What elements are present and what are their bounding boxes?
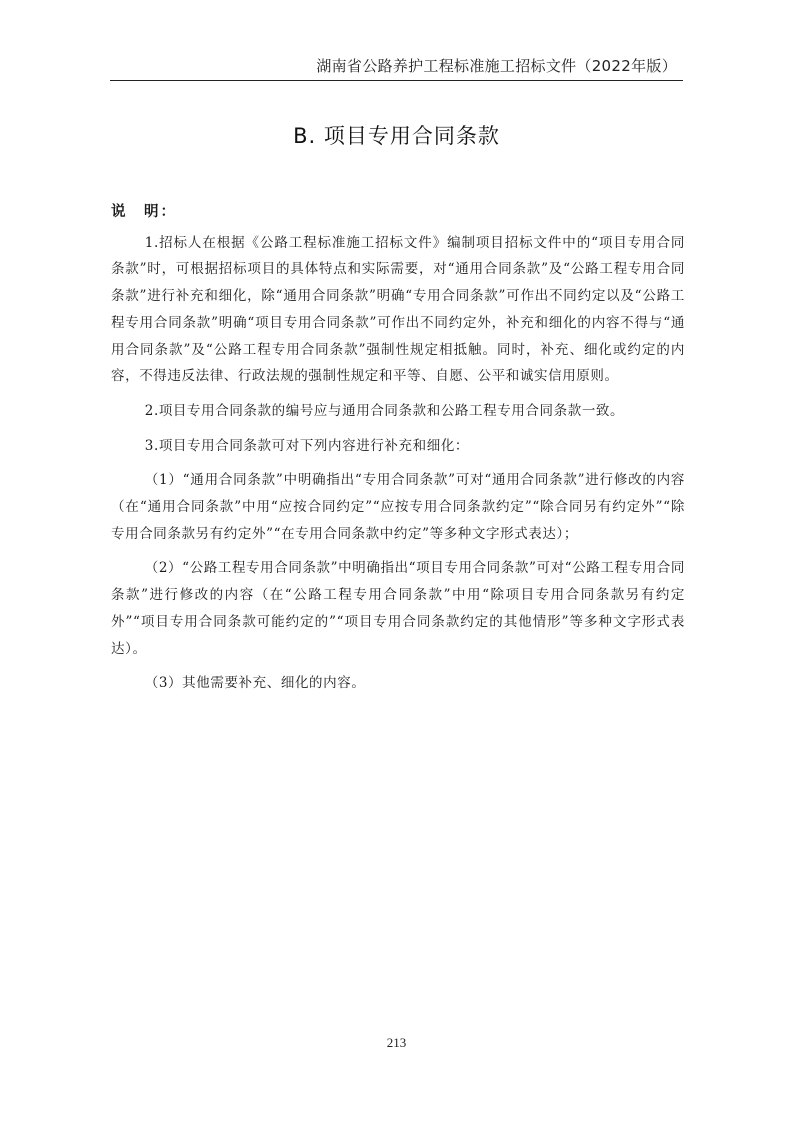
running-header-title: 湖南省公路养护工程标准施工招标文件（2022年版） xyxy=(316,57,677,75)
note-section xyxy=(111,199,685,705)
page-title: B. 项目专用合同条款 xyxy=(293,124,500,148)
running-header xyxy=(110,55,683,81)
note-item-3: （3）其他需要补充、细化的内容。 xyxy=(144,675,366,692)
note-paragraph-3: 3.项目专用合同条款可对下列内容进行补充和细化： xyxy=(144,437,470,454)
note-item-2: （2）“公路工程专用合同条款”中明确指出“项目专用合同条款”可对“公路工程专用合同条款”进行修改的内容（在“公路工程专用合同条款”中用“除项目专用合同条款另有约定外”“项目专用合同条款可能约定的”“项目专用合同条款约定的其他情形”等多种文字形式表达）。 xyxy=(111,560,685,657)
page-number: 213 xyxy=(386,1035,407,1050)
note-item-1: （1）“通用合同条款”中明确指出“专用合同条款”可对“通用合同条款”进行修改的内容（在“通用合同条款”中用“应按合同约定”“应按专用合同条款约定”“除合同另有约定外”“除专用合同条款另有约定外”“在专用合同条款中约定”等多种文字形式表达）； xyxy=(111,472,685,542)
note-paragraph-1: 1.招标人在根据《公路工程标准施工招标文件》编制项目招标文件中的“项目专用合同条款”时，可根据招标项目的具体特点和实际需要，对“通用合同条款”及“公路工程专用合同条款”进行补充和细化，除“通用合同条款”明确“专用合同条款”可作出不同约定以及“公路工程专用合同条款”明确“项目专用合同条款”可作出不同约定外，补充和细化的内容不得与“通用合同条款”及“公路工程专用合同条款”强制性规定相抵触。同时，补充、细化或约定的内容，不得违反法律、行政法规的强制性规定和平等、自愿、公平和诚实信用原则。 xyxy=(111,234,685,385)
note-heading: 说 明： xyxy=(111,204,177,220)
note-paragraph-2: 2.项目专用合同条款的编号应与通用合同条款和公路工程专用合同条款一致。 xyxy=(144,402,625,419)
